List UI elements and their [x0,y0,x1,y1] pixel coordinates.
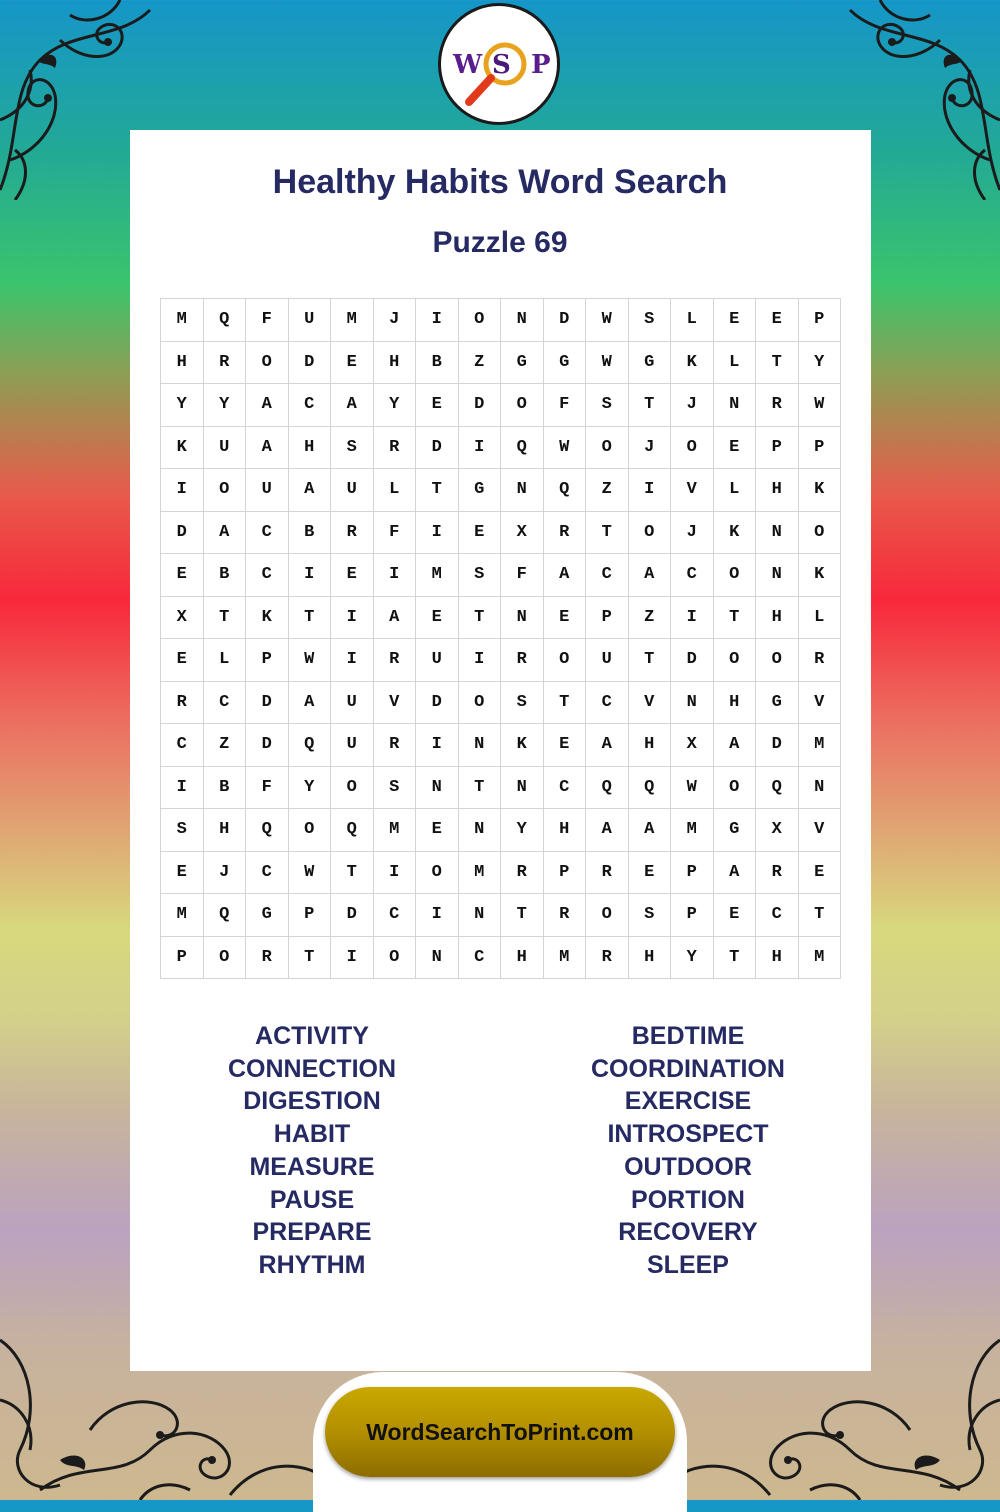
grid-cell[interactable]: C [373,894,416,937]
grid-cell[interactable]: Z [586,469,629,512]
grid-cell[interactable]: D [246,681,289,724]
logo-letter-w: W [453,50,483,80]
grid-cell[interactable]: T [288,936,331,979]
grid-cell[interactable]: Y [798,341,841,384]
grid-cell[interactable]: F [246,766,289,809]
grid-cell[interactable]: D [288,341,331,384]
grid-cell[interactable]: I [331,936,374,979]
grid-cell[interactable]: R [756,384,799,427]
grid-cell[interactable]: N [501,766,544,809]
grid-cell[interactable]: N [458,809,501,852]
grid-cell[interactable]: O [288,809,331,852]
grid-cell[interactable]: D [756,724,799,767]
grid-cell[interactable]: V [628,681,671,724]
grid-row [161,681,841,724]
grid-cell[interactable]: X [756,809,799,852]
word-item: MEASURE [249,1152,375,1181]
grid-cell[interactable]: Q [203,299,246,342]
grid-cell[interactable]: T [288,596,331,639]
grid-cell[interactable]: H [756,936,799,979]
grid-cell[interactable]: S [331,426,374,469]
grid-cell[interactable]: H [288,426,331,469]
grid-cell[interactable]: I [373,851,416,894]
grid-cell[interactable]: I [458,426,501,469]
grid-cell[interactable]: P [161,936,204,979]
grid-cell[interactable]: P [671,851,714,894]
grid-cell[interactable]: U [586,639,629,682]
grid-cell[interactable]: E [458,511,501,554]
grid-cell[interactable]: E [798,851,841,894]
grid-row [161,511,841,554]
grid-cell[interactable]: G [756,681,799,724]
grid-cell[interactable]: O [501,384,544,427]
grid-cell[interactable]: E [756,299,799,342]
grid-row [161,851,841,894]
grid-cell[interactable]: D [331,894,374,937]
grid-cell[interactable]: V [798,809,841,852]
grid-cell[interactable]: J [628,426,671,469]
grid-row [161,426,841,469]
grid-cell[interactable]: G [628,341,671,384]
grid-cell[interactable]: C [586,554,629,597]
word-list-left [152,1020,472,1282]
grid-cell[interactable]: M [671,809,714,852]
grid-cell[interactable]: D [416,426,459,469]
grid-cell[interactable]: P [586,596,629,639]
grid-cell[interactable]: I [416,511,459,554]
grid-cell[interactable]: I [288,554,331,597]
grid-cell[interactable]: H [501,936,544,979]
grid-cell[interactable]: W [586,299,629,342]
grid-cell[interactable]: K [671,341,714,384]
grid-cell[interactable]: M [416,554,459,597]
grid-cell[interactable]: M [798,724,841,767]
grid-cell[interactable]: I [416,299,459,342]
grid-cell[interactable]: S [161,809,204,852]
grid-cell[interactable]: R [586,936,629,979]
page-title: Healthy Habits Word Search [272,163,728,201]
grid-cell[interactable]: U [331,724,374,767]
grid-cell[interactable]: X [161,596,204,639]
grid-cell[interactable]: M [161,299,204,342]
word-item: PORTION [631,1185,745,1214]
grid-cell[interactable]: T [756,341,799,384]
grid-cell[interactable]: D [161,511,204,554]
grid-cell[interactable]: R [373,426,416,469]
grid-cell[interactable]: A [586,809,629,852]
grid-cell[interactable]: C [246,511,289,554]
grid-cell[interactable]: V [373,681,416,724]
grid-cell[interactable]: T [628,639,671,682]
grid-cell[interactable]: T [458,766,501,809]
grid-cell[interactable]: Q [501,426,544,469]
grid-cell[interactable]: I [373,554,416,597]
letter-grid [160,298,841,979]
grid-cell[interactable]: A [713,851,756,894]
grid-cell[interactable]: D [416,681,459,724]
grid-row [161,469,841,512]
grid-cell[interactable]: E [713,299,756,342]
grid-cell[interactable]: M [161,894,204,937]
grid-cell[interactable]: E [331,341,374,384]
grid-cell[interactable]: A [628,554,671,597]
grid-cell[interactable]: D [671,639,714,682]
grid-cell[interactable]: O [671,426,714,469]
grid-cell[interactable]: F [373,511,416,554]
grid-cell[interactable]: O [756,639,799,682]
grid-cell[interactable]: A [288,469,331,512]
word-list-right [528,1020,848,1282]
word-item: BEDTIME [631,1022,745,1050]
grid-row [161,299,841,342]
grid-cell[interactable]: N [713,384,756,427]
grid-cell[interactable]: P [798,426,841,469]
grid-cell[interactable]: L [798,596,841,639]
grid-cell[interactable]: T [586,511,629,554]
grid-cell[interactable]: O [203,469,246,512]
grid-cell[interactable]: L [671,299,714,342]
grid-cell[interactable]: T [543,681,586,724]
grid-cell[interactable]: G [543,341,586,384]
grid-cell[interactable]: N [501,299,544,342]
grid-cell[interactable]: B [416,341,459,384]
grid-cell[interactable]: Z [203,724,246,767]
grid-cell[interactable]: S [458,554,501,597]
grid-cell[interactable]: X [671,724,714,767]
grid-cell[interactable]: R [586,851,629,894]
grid-cell[interactable]: C [543,766,586,809]
grid-cell[interactable]: E [161,639,204,682]
grid-cell[interactable]: O [628,511,671,554]
grid-cell[interactable]: F [501,554,544,597]
grid-cell[interactable]: A [288,681,331,724]
grid-cell[interactable]: T [416,469,459,512]
grid-row [161,724,841,767]
grid-cell[interactable]: N [756,511,799,554]
grid-row [161,596,841,639]
grid-cell[interactable]: P [798,299,841,342]
grid-cell[interactable]: Y [671,936,714,979]
grid-cell[interactable]: E [161,851,204,894]
grid-cell[interactable]: P [756,426,799,469]
grid-cell[interactable]: Y [203,384,246,427]
grid-cell[interactable]: Q [586,766,629,809]
grid-cell[interactable]: S [501,681,544,724]
word-item: INTROSPECT [607,1120,769,1149]
grid-cell[interactable]: L [713,341,756,384]
grid-cell[interactable]: O [713,639,756,682]
grid-cell[interactable]: J [671,384,714,427]
logo-letter-s: S [492,50,511,80]
site-logo[interactable] [438,3,560,125]
grid-cell[interactable]: E [543,724,586,767]
grid-cell[interactable]: G [458,469,501,512]
grid-cell[interactable]: R [798,639,841,682]
grid-cell[interactable]: H [628,724,671,767]
grid-cell[interactable]: L [373,469,416,512]
grid-cell[interactable]: O [713,554,756,597]
grid-cell[interactable]: N [416,766,459,809]
word-item: PREPARE [252,1218,372,1247]
grid-cell[interactable]: C [203,681,246,724]
grid-cell[interactable]: O [331,766,374,809]
grid-cell[interactable]: J [203,851,246,894]
grid-cell[interactable]: N [501,596,544,639]
word-item: OUTDOOR [624,1152,752,1181]
grid-cell[interactable]: J [671,511,714,554]
grid-row [161,639,841,682]
grid-cell[interactable]: O [713,766,756,809]
grid-cell[interactable]: Q [543,469,586,512]
grid-cell[interactable]: M [373,809,416,852]
grid-cell[interactable]: H [373,341,416,384]
grid-cell[interactable]: P [288,894,331,937]
grid-cell[interactable]: W [543,426,586,469]
grid-cell[interactable]: R [501,851,544,894]
grid-cell[interactable]: W [586,341,629,384]
grid-cell[interactable]: T [713,936,756,979]
word-item: HABIT [273,1120,351,1149]
grid-cell[interactable]: T [628,384,671,427]
grid-cell[interactable]: W [798,384,841,427]
grid-cell[interactable]: P [671,894,714,937]
grid-row [161,894,841,937]
grid-cell[interactable]: Q [331,809,374,852]
grid-cell[interactable]: Y [161,384,204,427]
grid-cell[interactable]: D [458,384,501,427]
grid-cell[interactable]: P [246,639,289,682]
grid-cell[interactable]: H [628,936,671,979]
puzzle-number: Puzzle 69 [432,226,568,259]
grid-cell[interactable]: C [458,936,501,979]
grid-cell[interactable]: Q [288,724,331,767]
grid-cell[interactable]: I [671,596,714,639]
grid-cell[interactable]: D [246,724,289,767]
word-item: DIGESTION [243,1087,381,1116]
grid-cell[interactable]: A [586,724,629,767]
word-item: RECOVERY [618,1218,758,1247]
grid-cell[interactable]: L [203,639,246,682]
word-item: COORDINATION [591,1054,785,1083]
grid-cell[interactable]: R [373,724,416,767]
grid-cell[interactable]: A [543,554,586,597]
grid-cell[interactable]: U [331,469,374,512]
grid-cell[interactable]: B [203,554,246,597]
word-item: RHYTHM [258,1250,366,1279]
grid-cell[interactable]: E [331,554,374,597]
grid-cell[interactable]: I [416,894,459,937]
grid-cell[interactable]: H [756,469,799,512]
grid-cell[interactable]: K [798,469,841,512]
grid-cell[interactable]: N [458,724,501,767]
grid-cell[interactable]: Z [628,596,671,639]
grid-cell[interactable]: C [288,384,331,427]
grid-cell[interactable]: K [161,426,204,469]
grid-cell[interactable]: R [501,639,544,682]
grid-cell[interactable]: G [246,894,289,937]
grid-cell[interactable]: V [798,681,841,724]
grid-cell[interactable]: A [203,511,246,554]
grid-cell[interactable]: E [161,554,204,597]
grid-row [161,809,841,852]
grid-cell[interactable]: L [713,469,756,512]
grid-cell[interactable]: Y [288,766,331,809]
grid-cell[interactable]: I [331,639,374,682]
grid-cell[interactable]: T [331,851,374,894]
word-item: ACTIVITY [255,1022,369,1050]
grid-cell[interactable]: O [203,936,246,979]
grid-cell[interactable]: I [331,596,374,639]
grid-cell[interactable]: T [798,894,841,937]
grid-row [161,766,841,809]
grid-cell[interactable]: N [501,469,544,512]
grid-cell[interactable]: I [161,469,204,512]
grid-cell[interactable]: S [628,299,671,342]
grid-cell[interactable]: F [246,299,289,342]
word-item: EXERCISE [624,1087,752,1116]
grid-cell[interactable]: E [713,894,756,937]
grid-cell[interactable]: W [288,639,331,682]
grid-cell[interactable]: V [671,469,714,512]
grid-cell[interactable]: A [373,596,416,639]
grid-cell[interactable]: E [713,426,756,469]
grid-cell[interactable]: M [331,299,374,342]
grid-cell[interactable]: G [501,341,544,384]
grid-cell[interactable]: K [798,554,841,597]
grid-cell[interactable]: R [331,511,374,554]
grid-cell[interactable]: Q [756,766,799,809]
grid-cell[interactable]: E [416,384,459,427]
grid-cell[interactable]: M [798,936,841,979]
grid-cell[interactable]: A [246,426,289,469]
grid-cell[interactable]: O [586,426,629,469]
grid-cell[interactable]: C [671,554,714,597]
footer-link-text: WordSearchToPrint.com [366,1418,634,1445]
grid-cell[interactable]: Q [246,809,289,852]
grid-cell[interactable]: O [416,851,459,894]
grid-cell[interactable]: J [373,299,416,342]
grid-cell[interactable]: Z [458,341,501,384]
grid-cell[interactable]: N [458,894,501,937]
grid-cell[interactable]: T [713,596,756,639]
grid-cell[interactable]: T [458,596,501,639]
grid-cell[interactable]: G [713,809,756,852]
grid-cell[interactable]: E [416,809,459,852]
grid-cell[interactable]: O [373,936,416,979]
grid-cell[interactable]: H [161,341,204,384]
grid-cell[interactable]: F [543,384,586,427]
grid-cell[interactable]: O [458,299,501,342]
grid-cell[interactable]: T [501,894,544,937]
word-item: SLEEP [647,1250,729,1279]
grid-cell[interactable]: O [458,681,501,724]
grid-row [161,341,841,384]
grid-cell[interactable]: I [416,724,459,767]
grid-cell[interactable]: C [586,681,629,724]
grid-cell[interactable]: B [288,511,331,554]
grid-cell[interactable]: R [246,936,289,979]
grid-cell[interactable]: H [756,596,799,639]
grid-cell[interactable]: O [586,894,629,937]
grid-cell[interactable]: U [416,639,459,682]
grid-cell[interactable]: R [161,681,204,724]
grid-cell[interactable]: W [671,766,714,809]
grid-cell[interactable]: C [246,851,289,894]
grid-cell[interactable]: A [628,809,671,852]
grid-cell[interactable]: P [543,851,586,894]
grid-cell[interactable]: B [203,766,246,809]
grid-cell[interactable]: O [246,341,289,384]
grid-cell[interactable]: M [458,851,501,894]
grid-cell[interactable]: A [713,724,756,767]
grid-cell[interactable]: R [543,511,586,554]
grid-cell[interactable]: N [671,681,714,724]
grid-cell[interactable]: U [288,299,331,342]
grid-cell[interactable]: I [458,639,501,682]
grid-cell[interactable]: S [628,894,671,937]
grid-cell[interactable]: H [203,809,246,852]
grid-row [161,554,841,597]
grid-cell[interactable]: E [628,851,671,894]
grid-row [161,384,841,427]
grid-cell[interactable]: Q [203,894,246,937]
grid-cell[interactable]: O [798,511,841,554]
grid-cell[interactable]: H [713,681,756,724]
grid-cell[interactable]: C [756,894,799,937]
grid-cell[interactable]: U [331,681,374,724]
grid-cell[interactable]: M [543,936,586,979]
word-item: PAUSE [269,1185,355,1214]
grid-cell[interactable]: C [161,724,204,767]
grid-cell[interactable]: E [416,596,459,639]
grid-cell[interactable]: D [543,299,586,342]
grid-cell[interactable]: S [373,766,416,809]
grid-cell[interactable]: U [246,469,289,512]
grid-cell[interactable]: N [756,554,799,597]
grid-cell[interactable]: C [246,554,289,597]
grid-cell[interactable]: W [288,851,331,894]
grid-cell[interactable]: O [543,639,586,682]
grid-cell[interactable]: A [331,384,374,427]
grid-cell[interactable]: S [586,384,629,427]
footer-link-button[interactable] [325,1387,675,1477]
grid-cell[interactable]: R [203,341,246,384]
grid-cell[interactable]: N [416,936,459,979]
word-item: CONNECTION [227,1054,397,1083]
grid-cell[interactable]: Y [501,809,544,852]
grid-cell[interactable]: K [246,596,289,639]
grid-cell[interactable]: Q [628,766,671,809]
grid-cell[interactable]: K [713,511,756,554]
grid-cell[interactable]: N [798,766,841,809]
grid-cell[interactable]: I [161,766,204,809]
grid-cell[interactable]: X [501,511,544,554]
grid-cell[interactable]: U [203,426,246,469]
grid-cell[interactable]: K [501,724,544,767]
logo-letter-p: P [531,50,551,80]
grid-cell[interactable]: Y [373,384,416,427]
grid-row [161,936,841,979]
grid-cell[interactable]: I [628,469,671,512]
grid-cell[interactable]: A [246,384,289,427]
grid-cell[interactable]: T [203,596,246,639]
grid-cell[interactable]: R [756,851,799,894]
grid-cell[interactable]: R [373,639,416,682]
grid-cell[interactable]: E [543,596,586,639]
grid-cell[interactable]: R [543,894,586,937]
grid-cell[interactable]: H [543,809,586,852]
